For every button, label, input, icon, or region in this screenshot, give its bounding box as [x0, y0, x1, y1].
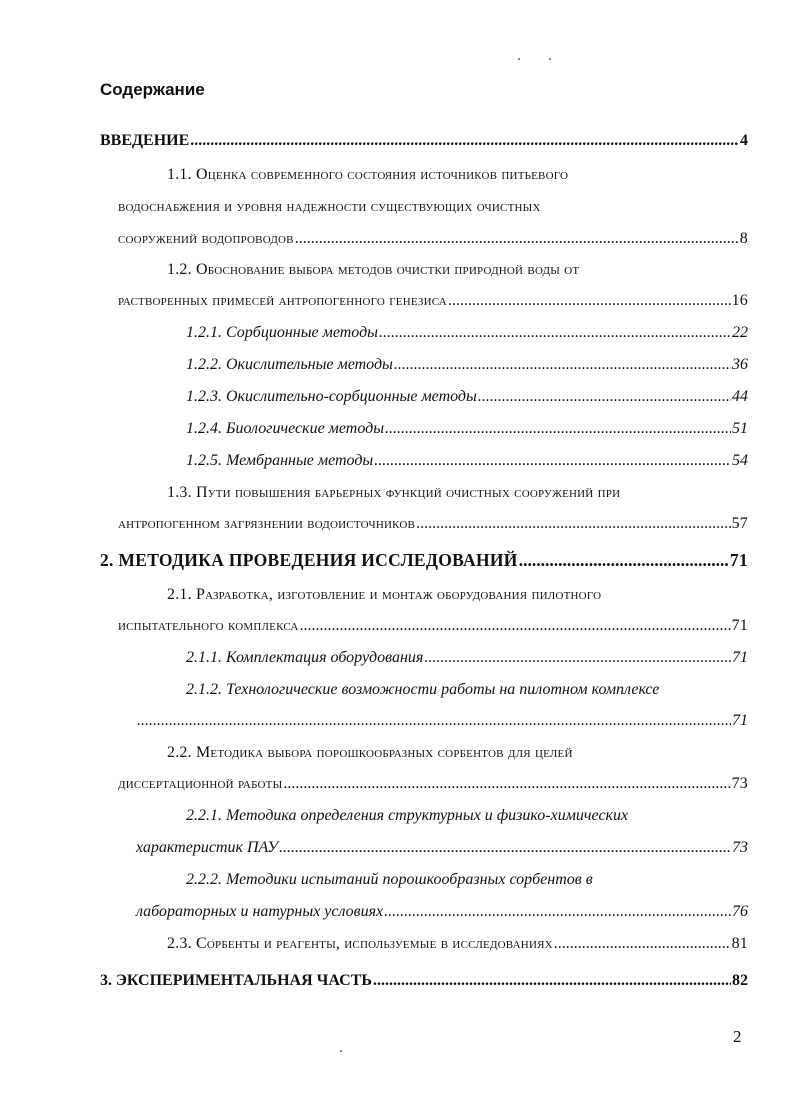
toc-entry-title: сооружений водопроводов — [118, 230, 294, 247]
toc-entry-title: лабораторных и натурных условиях — [136, 903, 384, 920]
toc-entry-2-1[interactable] — [118, 616, 748, 636]
toc-page-number: 44 — [732, 388, 748, 405]
toc-page-number: 4 — [740, 132, 748, 149]
toc-page-number: 71 — [732, 649, 748, 666]
scan-speck — [518, 58, 520, 60]
toc-dot-leader — [554, 934, 731, 954]
toc-page-number: 36 — [732, 356, 748, 373]
toc-entry-2-2-line-1[interactable]: 2.2. Методика выбора порошкообразных сорбентов для целей — [167, 744, 573, 761]
toc-page-number: 54 — [732, 452, 748, 469]
toc-dot-leader — [373, 971, 731, 991]
scan-speck — [549, 58, 551, 60]
toc-entry-title: 3. ЭКСПЕРИМЕНТАЛЬНАЯ ЧАСТЬ — [100, 972, 372, 989]
toc-dot-leader — [416, 514, 731, 534]
toc-page-number: 73 — [731, 775, 748, 792]
toc-entry-1-1-line-2[interactable]: водоснабжения и уровня надежности существующих очистных — [118, 198, 541, 215]
toc-entry-title: 2.3. Сорбенты и реагенты, используемые в исследованиях — [167, 935, 553, 952]
toc-dot-leader — [519, 550, 729, 570]
toc-entry-introduction[interactable] — [100, 131, 748, 151]
toc-entry-2-2-2[interactable] — [136, 902, 748, 922]
toc-entry-2-3[interactable] — [167, 934, 748, 954]
toc-entry-1-2-1[interactable] — [186, 323, 748, 343]
toc-entry-1-1-line-1[interactable]: 1.1. Оценка современного состояния источников питьевого — [167, 166, 569, 183]
toc-dot-leader — [379, 323, 731, 343]
toc-page-number: 57 — [731, 515, 748, 532]
toc-page-number: 22 — [732, 324, 748, 341]
toc-dot-leader — [295, 229, 739, 249]
toc-dot-leader — [478, 387, 731, 407]
toc-page-number: 8 — [739, 230, 748, 247]
toc-entry-title: диссертационной работы — [118, 775, 283, 792]
toc-entry-2-2-1[interactable] — [136, 838, 748, 858]
toc-dot-leader — [283, 774, 730, 794]
toc-entry-title: характеристик ПАУ — [136, 839, 279, 856]
toc-page-number: 73 — [732, 839, 748, 856]
toc-entry-1-2-3[interactable] — [186, 387, 748, 407]
toc-entry-1-2-line-1[interactable]: 1.2. Обоснование выбора методов очистки природной воды от — [167, 261, 580, 278]
toc-page-number: 51 — [732, 420, 748, 437]
toc-dot-leader — [374, 451, 731, 471]
toc-entry-2-2-1-line-1[interactable]: 2.2.1. Методика определения структурных и физико-химических — [186, 807, 629, 824]
toc-entry-3[interactable] — [100, 971, 748, 991]
toc-entry-1-3[interactable] — [118, 514, 748, 534]
toc-entry-title: 1.2.2. Окислительные методы — [186, 356, 393, 373]
toc-entry-2-1-2-line-1[interactable]: 2.1.2. Технологические возможности работы на пилотном комплексе — [186, 681, 660, 698]
toc-page-number: 71 — [729, 550, 748, 570]
toc-page-number: 82 — [732, 972, 748, 989]
toc-entry-title: 1.2.3. Окислительно-сорбционные методы — [186, 388, 477, 405]
toc-entry-2-1-2[interactable] — [136, 711, 748, 731]
toc-entry-title: ВВЕДЕНИЕ — [100, 132, 190, 149]
toc-entry-title: 2.1.1. Комплектация оборудования — [186, 649, 424, 666]
toc-entry-2-2[interactable] — [118, 774, 748, 794]
toc-entry-title: растворенных примесей антропогенного генезиса — [118, 292, 447, 309]
toc-entry-title: 1.2.5. Мембранные методы — [186, 452, 374, 469]
toc-entry-2-2-2-line-1[interactable]: 2.2.2. Методики испытаний порошкообразных сорбентов в — [186, 871, 593, 888]
toc-entry-1-1[interactable] — [118, 229, 748, 249]
toc-page-number: 16 — [731, 292, 748, 309]
toc-entry-title: испытательного комплекса — [118, 617, 299, 634]
toc-dot-leader — [299, 616, 730, 636]
scan-speck — [340, 1050, 342, 1052]
toc-dot-leader — [279, 838, 731, 858]
toc-heading: Содержание — [100, 80, 205, 99]
toc-entry-title: 2. МЕТОДИКА ПРОВЕДЕНИЯ ИССЛЕДОВАНИЙ — [100, 550, 518, 570]
toc-dot-leader — [385, 419, 731, 439]
toc-page-number: 81 — [731, 935, 748, 952]
toc-entry-2[interactable] — [100, 550, 748, 570]
toc-entry-title: 1.2.1. Сорбционные методы — [186, 324, 379, 341]
toc-dot-leader — [137, 711, 731, 731]
toc-entry-2-1-line-1[interactable]: 2.1. Разработка, изготовление и монтаж оборудования пилотного — [167, 586, 602, 603]
toc-entry-1-2[interactable] — [118, 291, 748, 311]
toc-entry-1-3-line-1[interactable]: 1.3. Пути повышения барьерных функций очистных сооружений при — [167, 484, 621, 501]
toc-entry-1-2-2[interactable] — [186, 355, 748, 375]
toc-dot-leader — [448, 291, 731, 311]
toc-entry-1-2-5[interactable] — [186, 451, 748, 471]
page-number: 2 — [733, 1027, 742, 1046]
toc-entry-1-2-4[interactable] — [186, 419, 748, 439]
toc-page-number: 71 — [732, 712, 748, 729]
toc-dot-leader — [424, 648, 731, 668]
toc-entry-title: 1.2.4. Биологические методы — [186, 420, 385, 437]
toc-dot-leader — [384, 902, 731, 922]
toc-dot-leader — [394, 355, 731, 375]
toc-dot-leader — [190, 131, 739, 151]
toc-entry-2-1-1[interactable] — [186, 648, 748, 668]
toc-entry-title: антропогенном загрязнении водоисточников — [118, 515, 416, 532]
toc-page-number: 71 — [731, 617, 748, 634]
toc-page-number: 76 — [732, 903, 748, 920]
